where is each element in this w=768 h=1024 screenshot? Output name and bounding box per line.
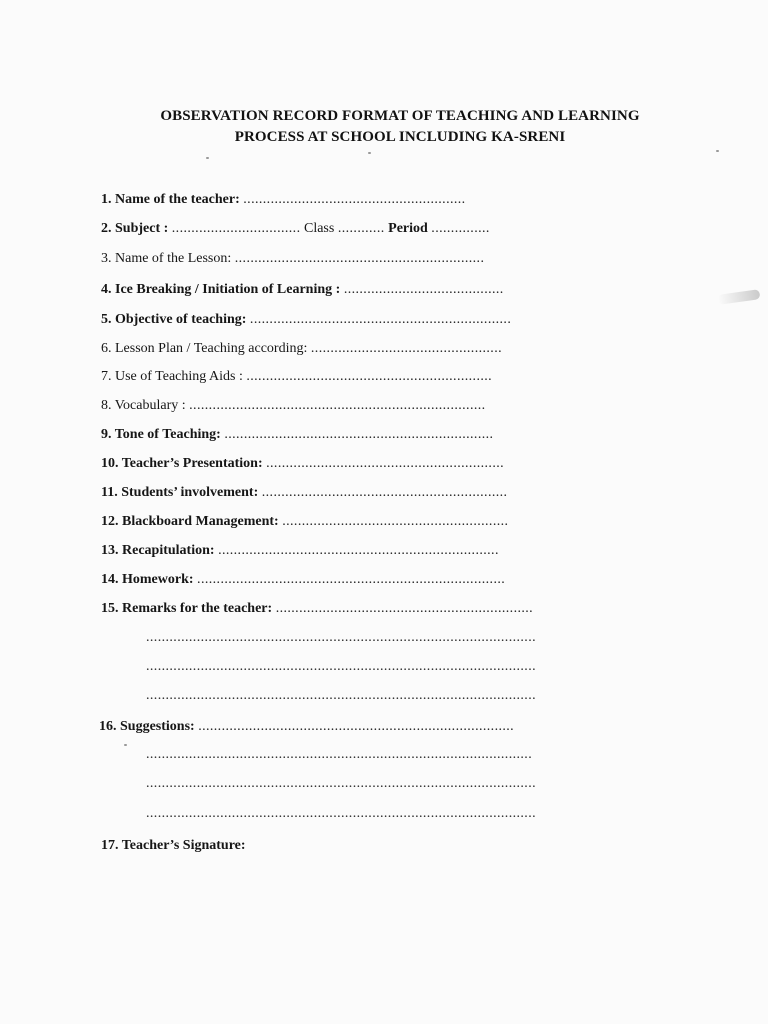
- suggestion-line: ...................................................................................................: [146, 747, 533, 762]
- title-line-1: OBSERVATION RECORD FORMAT OF TEACHING AND LEARNING: [160, 108, 640, 124]
- class-label: Class: [303, 221, 335, 236]
- suggestion-line: ....................................................................................................: [146, 806, 536, 821]
- field-lesson-plan: 6. Lesson Plan / Teaching according: .................................................: [101, 341, 502, 356]
- remarks-line: ....................................................................................................: [146, 659, 536, 674]
- form-title: [90, 106, 710, 148]
- field-objective: 5. Objective of teaching: ...................................................................: [101, 312, 512, 327]
- field-subject: 2. Subject : ................................. Class ............ Period ...............: [101, 221, 490, 236]
- field-ice-breaking: 4. Ice Breaking / Initiation of Learning : .........................................: [101, 282, 504, 297]
- period-label: Period: [388, 221, 428, 236]
- field-blackboard: 12. Blackboard Management: ..........................................................: [101, 514, 509, 529]
- field-homework: 14. Homework: ...............................................................................: [101, 572, 506, 587]
- field-recapitulation: 13. Recapitulation: ........................................................................: [101, 543, 499, 558]
- field-presentation: 10. Teacher’s Presentation: .............................................................: [101, 456, 505, 471]
- speck: [124, 744, 127, 746]
- field-students-involvement: 11. Students’ involvement: ...............................................................: [101, 485, 508, 500]
- scan-smudge: [718, 289, 761, 305]
- field-lesson-name: 3. Name of the Lesson: ................................................................: [101, 251, 485, 266]
- field-tone: 9. Tone of Teaching: .....................................................................: [101, 427, 494, 442]
- suggestion-line: ....................................................................................................: [146, 776, 536, 791]
- field-vocabulary: 8. Vocabulary : ............................................................................: [101, 398, 486, 413]
- remarks-line: ....................................................................................................: [146, 630, 536, 645]
- speck: [368, 152, 371, 154]
- field-teacher-signature: 17. Teacher’s Signature:: [101, 838, 246, 853]
- speck: [206, 157, 209, 159]
- field-remarks: 15. Remarks for the teacher: ..................................................................: [101, 601, 534, 616]
- title-line-2: PROCESS AT SCHOOL INCLUDING KA-SRENI: [234, 129, 566, 145]
- field-teacher-name: 1. Name of the teacher: .........................................................: [101, 192, 466, 207]
- speck: [716, 150, 719, 152]
- field-teaching-aids: 7. Use of Teaching Aids : ...............................................................: [101, 369, 493, 384]
- remarks-line: ....................................................................................................: [146, 688, 536, 703]
- field-suggestions: 16. Suggestions: .................................................................................: [99, 719, 515, 734]
